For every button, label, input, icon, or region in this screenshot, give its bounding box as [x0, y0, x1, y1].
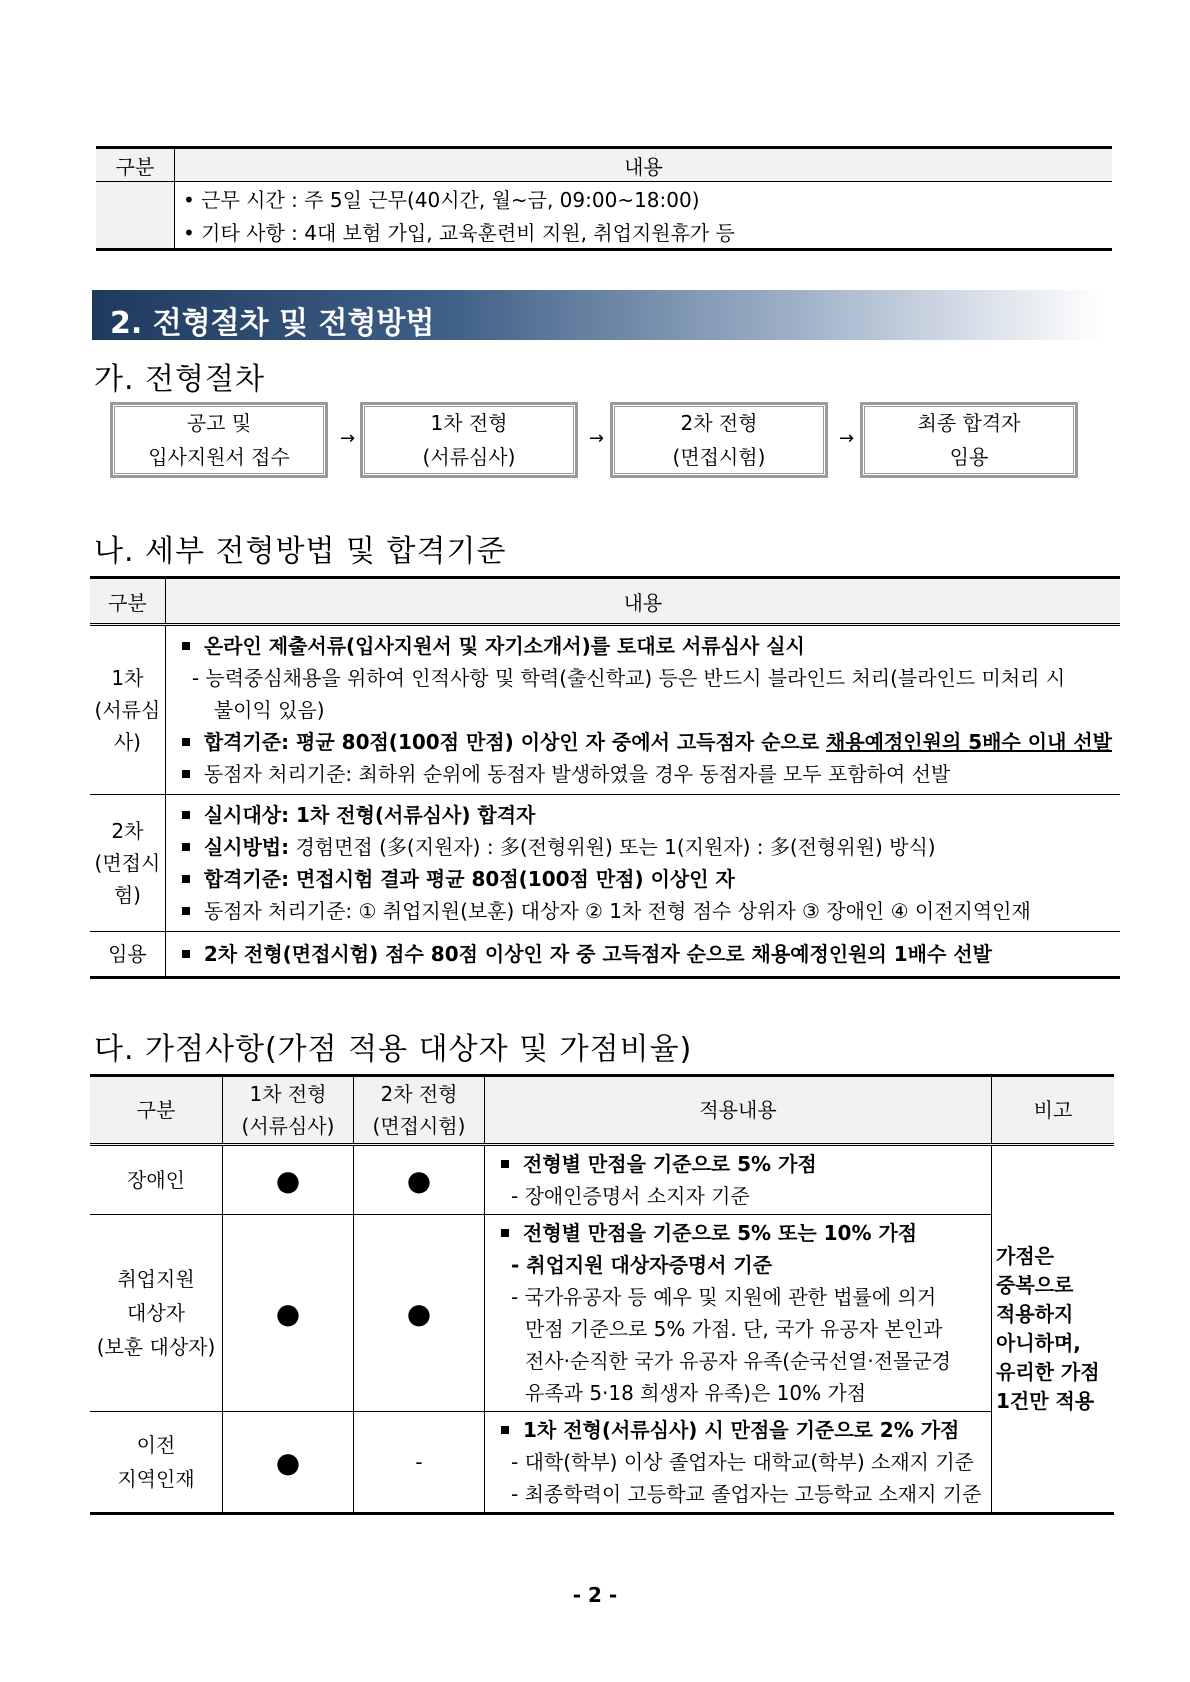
flow-arrow-2: →: [589, 428, 605, 449]
list-item: [495, 1414, 983, 1446]
veterans-line2: - 취업지원 대상자증명서 기준: [511, 1253, 773, 1277]
disabled-line1: 전형별 만점을 기준으로 5% 가점: [523, 1152, 817, 1176]
category-second-round-label: 2차: [111, 819, 144, 843]
first-round-item2: 합격기준: 평균 80점(100점 만점) 이상인 자 중에서 고득점자 순으로: [203, 730, 827, 754]
section-title: 2. 전형절차 및 전형방법: [110, 306, 435, 341]
second-round-item2-label: 실시방법:: [203, 835, 290, 859]
category-veterans-line3: (보훈 대상자): [96, 1335, 216, 1359]
flow-step-2-line1: 1차 전형: [430, 411, 508, 435]
subsection-c-title: 다. 가점사항(가점 적용 대상자 및 가점비율): [94, 1032, 693, 1067]
list-item: [176, 938, 1112, 970]
first-round-mark: ●: [223, 1412, 354, 1514]
flow-step-3-line2: (면접시험): [672, 445, 766, 469]
appointment-item: 2차 전형(면접시험) 점수 80점 이상인 자 중 고득점자 순으로 채용예정인원의 1배수 선발: [203, 942, 992, 966]
veterans-line6: 유족과 5·18 희생자 유족)은 10% 가점: [525, 1381, 867, 1405]
second-round-item2: 경험면접 (多(지원자) : 多(전형위원) 또는 1(지원자) : 多(전형위원) 방식): [289, 835, 936, 859]
category-local-talent-line1: 이전: [136, 1433, 176, 1457]
category-second-round: [90, 795, 165, 932]
category-cell: [96, 182, 175, 250]
list-item: [176, 630, 1112, 662]
header-first-round-line1: 1차 전형: [249, 1082, 327, 1106]
flow-step-2: [360, 402, 578, 478]
second-round-item1: 실시대상: 1차 전형(서류심사) 합격자: [203, 803, 536, 827]
header-content: 내용: [165, 578, 1120, 625]
first-round-item2-underlined: 채용예정인원의 5배수 이내 선발: [826, 730, 1112, 754]
header-note: 비고: [992, 1076, 1115, 1145]
list-item: [176, 895, 1112, 927]
header-category: 구분: [90, 1076, 223, 1145]
flow-arrow-3: →: [839, 428, 855, 449]
flow-step-1-line1: 공고 및: [186, 411, 252, 435]
first-round-mark: ●: [223, 1215, 354, 1412]
first-round-item3: 동점자 처리기준: 최하위 순위에 동점자 발생하였을 경우 동점자를 모두 포함하여 선발: [203, 762, 951, 786]
category-first-round-label: 1차: [111, 666, 144, 690]
second-round-item4: 동점자 처리기준: ① 취업지원(보훈) 대상자 ② 1차 전형 점수 상위자 ③ 장애인 ④ 이전지역인재: [203, 899, 1031, 923]
category-disabled: [90, 1145, 223, 1215]
page-number: - 2 -: [572, 1583, 618, 1607]
header-second-round: [354, 1076, 485, 1145]
section-banner: [92, 290, 1102, 340]
subsection-b-title: 나. 세부 전형방법 및 합격기준: [94, 534, 507, 569]
header-content: 내용: [175, 148, 1113, 182]
list-item: [176, 726, 1112, 758]
header-first-round: [223, 1076, 354, 1145]
list-item: [176, 758, 1112, 790]
subsection-a-title: 가. 전형절차: [94, 362, 265, 397]
category-veterans-line1: 취업지원: [117, 1267, 195, 1291]
other-benefits-text: • 기타 사항 : 4대 보험 가입, 교육훈련비 지원, 취업지원휴가 등: [183, 221, 735, 245]
note-line: 유리한 가점: [996, 1360, 1100, 1384]
veterans-line3: - 국가유공자 등 예우 및 지원에 관한 법률에 의거: [511, 1285, 937, 1309]
bonus-points-table: [90, 1074, 1114, 1515]
header-first-round-line2: (서류심사): [241, 1114, 335, 1138]
note-line: 적용하지: [996, 1302, 1074, 1326]
flow-step-4-line1: 최종 합격자: [917, 411, 1021, 435]
note-line: 아니하며,: [996, 1331, 1081, 1355]
category-local-talent: [90, 1412, 223, 1514]
header-second-round-line2: (면접시험): [372, 1114, 466, 1138]
note-line: 중복으로: [996, 1273, 1074, 1297]
veterans-line4: 만점 기준으로 5% 가점. 단, 국가 유공자 본인과: [525, 1317, 943, 1341]
flow-arrow-1: →: [340, 428, 356, 449]
local-talent-line2: - 대학(학부) 이상 졸업자는 대학교(학부) 소재지 기준: [511, 1450, 974, 1474]
first-round-item1: 온라인 제출서류(입사지원서 및 자기소개서)를 토대로 서류심사 실시: [203, 634, 805, 658]
category-veterans: [90, 1215, 223, 1412]
list-item: [176, 831, 1112, 863]
second-round-item3: 합격기준: 면접시험 결과 평균 80점(100점 만점) 이상인 자: [203, 867, 735, 891]
header-second-round-line1: 2차 전형: [380, 1082, 458, 1106]
veterans-content: [485, 1215, 992, 1412]
veterans-line5: 전사·순직한 국가 유공자 유족(순국선열·전몰군경: [525, 1349, 951, 1373]
list-item: [495, 1217, 983, 1249]
appointment-content: [165, 932, 1120, 978]
category-veterans-line2: 대상자: [127, 1301, 185, 1325]
category-second-round-sub: (면접시험): [94, 851, 161, 907]
local-talent-content: [485, 1412, 992, 1514]
category-appointment: 임용: [90, 932, 165, 978]
note-cell: [992, 1145, 1115, 1514]
first-round-item1-sub1: - 능력중심채용을 위하여 인적사항 및 학력(출신학교) 등은 반드시 블라인드 처리(블라인드 미처리 시: [191, 666, 1066, 690]
second-round-content: [165, 795, 1120, 932]
flow-step-1: [110, 402, 328, 478]
flow-step-3: [610, 402, 828, 478]
veterans-line1: 전형별 만점을 기준으로 5% 또는 10% 가점: [523, 1221, 918, 1245]
first-round-mark: ●: [223, 1145, 354, 1215]
local-talent-line3: - 최종학력이 고등학교 졸업자는 고등학교 소재지 기준: [511, 1482, 982, 1506]
category-first-round: [90, 625, 165, 795]
second-round-mark: -: [354, 1412, 485, 1514]
header-content: 적용내용: [485, 1076, 992, 1145]
flow-step-2-line2: (서류심사): [422, 445, 516, 469]
flow-step-1-line2: 입사지원서 접수: [148, 445, 290, 469]
disabled-content: [485, 1145, 992, 1215]
category-local-talent-line2: 지역인재: [117, 1467, 195, 1491]
header-category: 구분: [90, 578, 165, 625]
flow-step-4: [860, 402, 1078, 478]
category-disabled-label: 장애인: [127, 1168, 185, 1192]
list-item: [495, 1148, 983, 1180]
disabled-line2: - 장애인증명서 소지자 기준: [511, 1184, 750, 1208]
first-round-content: [165, 625, 1120, 795]
note-text: [996, 1242, 1110, 1416]
second-round-mark: ●: [354, 1145, 485, 1215]
local-talent-line1: 1차 전형(서류심사) 시 만점을 기준으로 2% 가점: [523, 1418, 960, 1442]
list-item: [176, 863, 1112, 895]
category-first-round-sub: (서류심사): [94, 698, 161, 754]
second-round-mark: ●: [354, 1215, 485, 1412]
work-conditions-table: [96, 146, 1112, 251]
flow-step-4-line2: 임용: [949, 445, 989, 469]
list-item: [176, 799, 1112, 831]
selection-method-table: [90, 576, 1120, 979]
work-hours-text: • 근무 시간 : 주 5일 근무(40시간, 월~금, 09:00~18:00): [183, 188, 700, 212]
note-line: 1건만 적용: [996, 1389, 1095, 1413]
header-category: 구분: [96, 148, 175, 182]
note-line: 가점은: [996, 1244, 1054, 1268]
first-round-item1-sub2: 불이익 있음): [213, 698, 325, 722]
flow-step-3-line1: 2차 전형: [680, 411, 758, 435]
